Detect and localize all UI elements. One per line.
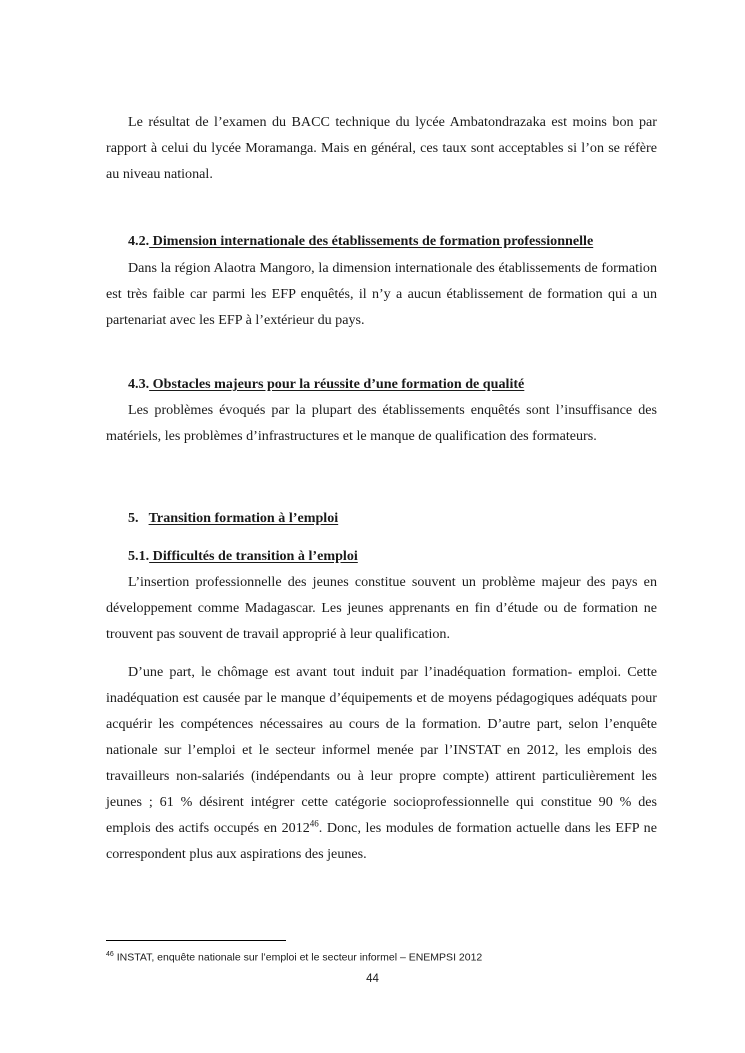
heading-number: 4.2. [128, 233, 150, 249]
heading-number: 4.3. [128, 376, 150, 392]
footnote [106, 948, 482, 965]
footnote-text: INSTAT, enquête nationale sur l’emploi et le secteur informel – ENEMPSI 2012 [113, 951, 483, 964]
heading-number: 5. [128, 510, 139, 526]
heading-4-2 [128, 231, 593, 251]
heading-title: Difficultés de transition à l’emploi [149, 548, 358, 564]
paragraph-international-dimension: Dans la région Alaotra Mangoro, la dimension internationale des établissements de formation est très faible car parmi les EFP enquêtés, il n’y a aucun établissement de formation qui a un partenariat avec les EFP à l’extérieur du pays. [106, 260, 657, 328]
paragraph-unemployment [106, 659, 657, 867]
paragraph-text-end: . Donc, les modules de formation actuelle dans les EFP ne correspondent plus aux aspirations des jeunes. [106, 820, 657, 862]
page-number: 44 [366, 973, 379, 985]
heading-number: 5.1. [128, 548, 150, 564]
paragraph-professional-insertion: L’insertion professionnelle des jeunes constitue souvent un problème majeur des pays en développement comme Madagascar. Les jeunes apprenants en fin d’étude ou de formation ne trouvent pas souvent de travail approprié à leur qualification. [106, 574, 657, 642]
heading-title: Obstacles majeurs pour la réussite d’une formation de qualité [149, 376, 525, 392]
footnote-separator [106, 940, 286, 941]
footnote-reference[interactable]: 46 [309, 818, 319, 829]
heading-5 [128, 508, 338, 528]
paragraph-text: D’une part, le chômage est avant tout induit par l’inadéquation formation- emploi. Cette inadéquation est causée par le manque d’équipements et de moyens pédagogiques adéquats pour acquérir les compétences nécessaires au cours de la formation. D’autre part, selon l’enquête nationale sur l’emploi et le secteur informel menée par l’INSTAT en 2012, les emplois des travailleurs non-salariés (indépendants ou à leur propre compte) attirent particulièrement les jeunes ; 61 % désirent intégrer cette catégorie socioprofessionnelle qui constitue 90 % des emplois des actifs occupés en 2012 [106, 664, 657, 836]
heading-title: Transition formation à l’emploi [148, 510, 339, 526]
paragraph-bacc-results: Le résultat de l’examen du BACC technique du lycée Ambatondrazaka est moins bon par rapport à celui du lycée Moramanga. Mais en général, ces taux sont acceptables si l’on se réfère au niveau national. [106, 114, 657, 182]
heading-4-3 [128, 374, 524, 394]
paragraph-obstacles: Les problèmes évoqués par la plupart des établissements enquêtés sont l’insuffisance des matériels, les problèmes d’infrastructures et le manque de qualification des formateurs. [106, 402, 657, 444]
heading-title: Dimension internationale des établissements de formation professionnelle [149, 233, 594, 249]
footnote-number: 46 [106, 951, 114, 958]
heading-5-1 [128, 546, 358, 566]
